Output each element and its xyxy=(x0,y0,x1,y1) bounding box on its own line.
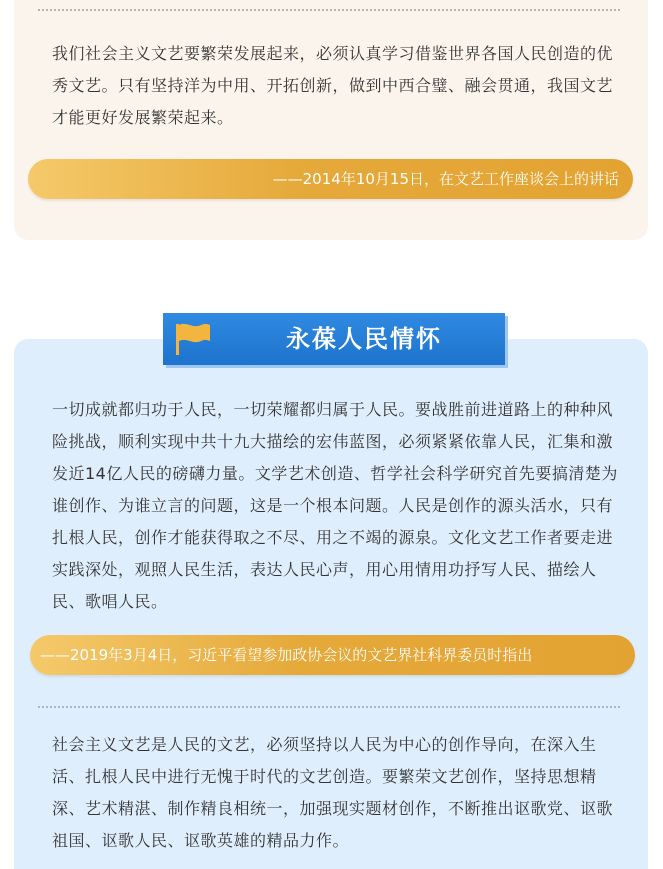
quote-banner-2: ——2019年3月4日，习近平看望参加政协会议的文艺界社科界委员时指出 xyxy=(30,635,635,675)
dotted-divider xyxy=(38,9,620,11)
dotted-divider-2 xyxy=(38,706,620,708)
quote-banner-1: ——2014年10月15日，在文艺工作座谈会上的讲话 xyxy=(28,159,633,199)
section-title-banner xyxy=(163,313,505,365)
section1-paragraph: 我们社会主义文艺要繁荣发展起来，必须认真学习借鉴世界各国人民创造的优秀文艺。只有坚持洋为中用、开拓创新，做到中西合璧、融会贯通，我国文艺才能更好发展繁荣起来。 xyxy=(52,44,614,127)
section2-paragraph-2: 社会主义文艺是人民的文艺，必须坚持以人民为中心的创作导向，在深入生活、扎根人民中进行无愧于时代的文艺创造。要繁荣文艺创作，坚持思想精深、艺术精湛、制作精良相统一，加强现实题材创作，不断推出讴歌党、讴歌祖国、讴歌人民、讴歌英雄的精品力作。 xyxy=(52,735,614,850)
section2-paragraph-1: 一切成就都归功于人民，一切荣耀都归属于人民。要战胜前进道路上的种种风险挑战，顺利实现中共十九大描绘的宏伟蓝图，必须紧紧依靠人民，汇集和激发近14亿人民的磅礴力量。文学艺术创造、哲学社会科学研究首先要搞清楚为谁创作、为谁立言的问题，这是一个根本问题。人民是创作的源头活水，只有扎根人民，创作才能获得取之不尽、用之不竭的源泉。文化文艺工作者要走进实践深处，观照人民生活，表达人民心声，用心用情用功抒写人民、描绘人民、歌唱人民。 xyxy=(52,400,618,611)
flag-icon xyxy=(173,321,213,357)
section-title: 永葆人民情怀 xyxy=(286,325,442,353)
